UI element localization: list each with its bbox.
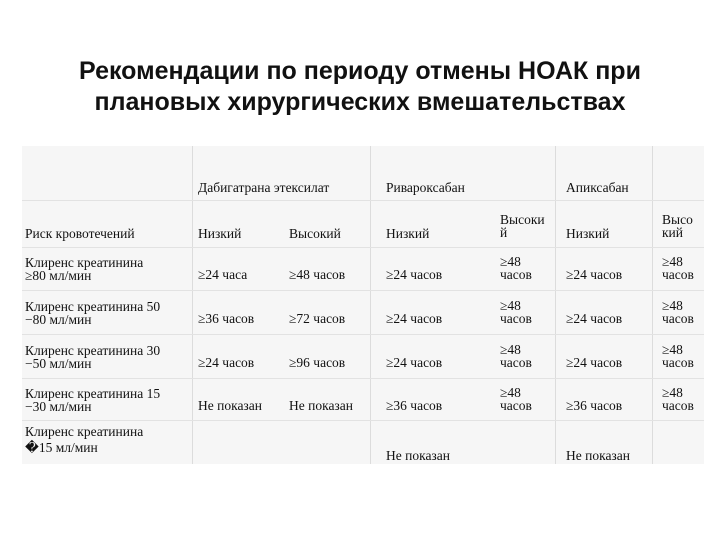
cell-api-high-line1: ≥48: [662, 385, 683, 400]
cell-riv-high-line2: часов: [500, 398, 532, 413]
cell-riv-high-line1: ≥48: [500, 342, 521, 357]
column-divider: [652, 146, 653, 464]
row-divider: [22, 200, 704, 201]
row-divider: [22, 334, 704, 335]
row-label-line2: ≥80 мл/мин: [25, 268, 92, 283]
cell-riv-high-line2: часов: [500, 311, 532, 326]
row-divider: [22, 290, 704, 291]
cell-api-low: ≥36 часов: [566, 398, 623, 413]
cell-dab-high: Не показан: [289, 398, 353, 413]
row-label-line1: Клиренс креатинина 30: [25, 343, 161, 358]
row-label: [25, 344, 160, 370]
cell-api-high-line2: часов: [662, 398, 694, 413]
title-line-2: плановых хирургических вмешательствах: [94, 88, 626, 116]
row-label-line2: �15 мл/мин: [25, 440, 98, 455]
cell-api-high: [662, 343, 694, 369]
cell-riv-high-line2: часов: [500, 267, 532, 282]
cell-riv-low: Не показан: [386, 448, 450, 463]
row-divider: [22, 378, 704, 379]
header-rivaroxaban: Ривароксабан: [386, 180, 465, 195]
header-api-high: [662, 213, 693, 239]
row-label: [25, 387, 160, 413]
cell-api-low: ≥24 часов: [566, 267, 623, 282]
cell-dab-low: Не показан: [198, 398, 262, 413]
cell-dab-low: ≥24 часа: [198, 267, 248, 282]
column-divider: [555, 146, 556, 464]
cell-dab-high: ≥48 часов: [289, 267, 346, 282]
row-label: [25, 425, 143, 454]
slide-title: [0, 56, 720, 118]
cell-riv-low: ≥24 часов: [386, 311, 443, 326]
header-dabigatran: Дабигатрана этексилат: [198, 180, 330, 195]
header-api-high-line2: кий: [662, 225, 684, 240]
header-api-high-line1: Высо: [662, 212, 693, 227]
cell-riv-high: [500, 255, 532, 281]
header-dab-high: Высокий: [289, 226, 341, 241]
cell-riv-low: ≥24 часов: [386, 355, 443, 370]
cell-riv-high: [500, 343, 532, 369]
row-label-line1: Клиренс креатинина 50: [25, 299, 161, 314]
header-riv-high-line1: Высоки: [500, 212, 545, 227]
row-label-line1: Клиренс креатинина: [25, 424, 144, 439]
cell-api-high: [662, 299, 694, 325]
row-label-line2: −80 мл/мин: [25, 312, 92, 327]
header-dab-low: Низкий: [198, 226, 242, 241]
header-api-low: Низкий: [566, 226, 610, 241]
cell-api-low: ≥24 часов: [566, 311, 623, 326]
row-label: [25, 300, 160, 326]
header-riv-high: [500, 213, 545, 239]
cell-riv-high: [500, 386, 532, 412]
cell-dab-high: ≥72 часов: [289, 311, 346, 326]
cell-riv-low: ≥36 часов: [386, 398, 443, 413]
cell-dab-low: ≥24 часов: [198, 355, 255, 370]
column-divider: [192, 146, 193, 464]
title-line-1: Рекомендации по периоду отмены НОАК при: [79, 57, 641, 85]
header-riv-high-line2: й: [500, 225, 508, 240]
cell-api-high-line2: часов: [662, 355, 694, 370]
cell-riv-high-line2: часов: [500, 355, 532, 370]
cell-api-high: [662, 255, 694, 281]
cell-riv-high: [500, 299, 532, 325]
cell-api-high: [662, 386, 694, 412]
cell-riv-high-line1: ≥48: [500, 298, 521, 313]
column-divider: [370, 146, 371, 464]
cell-api-high-line2: часов: [662, 267, 694, 282]
header-riv-low: Низкий: [386, 226, 430, 241]
row-label-line2: −30 мл/мин: [25, 399, 92, 414]
cell-dab-high: ≥96 часов: [289, 355, 346, 370]
cell-riv-high-line1: ≥48: [500, 385, 521, 400]
cell-api-low: Не показан: [566, 448, 630, 463]
cell-riv-high-line1: ≥48: [500, 254, 521, 269]
row-label-line1: Клиренс креатинина 15: [25, 386, 161, 401]
cell-api-high-line1: ≥48: [662, 254, 683, 269]
cell-riv-low: ≥24 часов: [386, 267, 443, 282]
cell-api-high-line1: ≥48: [662, 298, 683, 313]
row-divider: [22, 247, 704, 248]
cell-api-low: ≥24 часов: [566, 355, 623, 370]
cell-api-high-line1: ≥48: [662, 342, 683, 357]
cell-dab-low: ≥36 часов: [198, 311, 255, 326]
cell-api-high-line2: часов: [662, 311, 694, 326]
header-apixaban: Апиксабан: [566, 180, 629, 195]
row-label: [25, 256, 143, 282]
header-bleeding-risk: Риск кровотечений: [25, 226, 135, 241]
row-label-line2: −50 мл/мин: [25, 356, 92, 371]
row-divider: [22, 420, 704, 421]
row-label-line1: Клиренс креатинина: [25, 255, 144, 270]
